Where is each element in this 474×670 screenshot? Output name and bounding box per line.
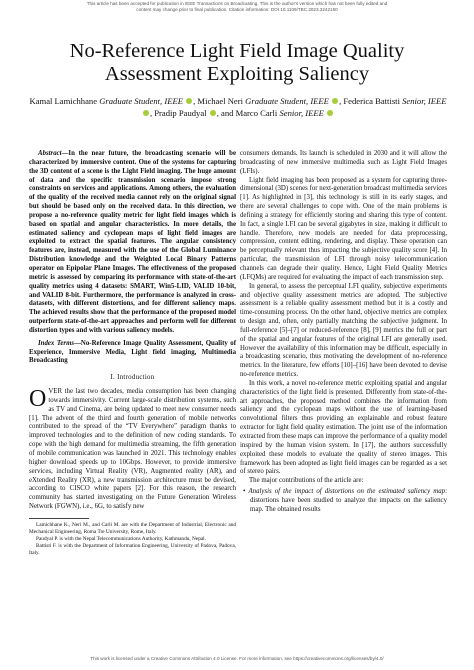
index-terms-label: Index Terms — [38, 339, 75, 347]
title-line-2: Assessment Exploiting Saliency — [104, 63, 370, 85]
footnote-affiliation-2: Paudyal P. is with the Nepal Telecommunications Authority, Kathmandu, Nepal. — [36, 535, 206, 542]
body-paragraph: The major contributions of the article are: — [249, 477, 364, 485]
orcid-icon[interactable] — [332, 98, 338, 104]
orcid-icon[interactable] — [143, 110, 149, 116]
author-role: Graduate Student, IEEE — [245, 96, 329, 106]
footnote-affiliation-3: Battisti F. is with the Department of Information Engineering, University of Padova, Padova, Italy. — [29, 542, 236, 556]
orcid-icon[interactable] — [327, 110, 333, 116]
author-name: Federica Battisti — [343, 96, 400, 106]
abstract-text: —In the near future, the broadcasting scenario will be characterized by immersive content. One of the systems for capturing the 3D content of a scene is the Light Field imaging. The huge amount of data and the specific transmission scenario impose strong constraints on services and applications. Among others, the evaluation of the quality of the received media cannot rely on the original signal but should be based only on the received data. In this direction, we propose a no-reference quality metric for light field images which is based on spatial and angular characteristics. In more details, the estimated saliency and cyclopean maps of light field images are exploited to extract the spatial features. The angular consistency features are, instead, measured with the use of the Global Luminance Distribution knowledge and the Weighted Local Binary Patterns operator on Epipolar Plane Images. The effectiveness of the proposed metric is assessed by comparing its performance with state-of-the-art quality metrics using 4 datasets: SMART, Win5-LID, VALID 10-bit, and VALID 8-bit. Furthermore, the performance is analyzed in cross-datasets, with different distortions, and for different saliency maps. The achieved results show that the performance of the proposed model outperform state-of-the-art approaches and perform well for different distortion types and with various saliency models. — [29, 150, 236, 334]
author-role: Senior, IEEE — [279, 108, 324, 118]
bullet-label: Analysis of the impact of distortions on the estimated saliency map — [248, 488, 446, 496]
paper-title — [30, 40, 444, 86]
author-role: Graduate Student, IEEE — [99, 96, 183, 106]
abstract-label: Abstract — [38, 150, 62, 157]
abstract — [29, 150, 236, 336]
banner-line-2: content may change prior to final publication. Citation information: DOI 10.1109/TBC.2023.3242150 — [136, 7, 338, 12]
index-terms — [29, 340, 236, 367]
intro-paragraph — [29, 388, 236, 512]
bullet-text: : distortions have been studied to analyze the impacts on the saliency map. The obtained results — [250, 488, 447, 513]
index-terms-text: —No-Reference Image Quality Assessment, Quality of Experience, Immersive Media, Light field imaging, Multimedia Broadcasting — [29, 339, 236, 365]
author-name: Marco Carli — [235, 108, 278, 118]
section-heading-introduction: I. Introduction — [110, 374, 155, 382]
left-column — [29, 150, 236, 557]
body-paragraph: Light field imaging has been proposed as a system for capturing three-dimensional (3D) scenes for next-generation broadcast multimedia services [1]. As highlighted in [3], this technology is still in its early stages, and there are several challenges to cope with. One of the main problems is defining a strategy for efficiently storing and sharing this type of content. In fact, a single LFI can be several gigabytes in size, making it difficult to handle. Therefore, new models are needed for data preprocessing, compression, content editing, rendering, and display. These operation can be perceptually relevant thus impacting the subjective quality score [4]. In particular, the transmission of LFI through noisy telecommunication channels can degrade their quality. Hence, Light Field Quality Metrics (LFQMs) are required for evaluating the impact of each transmission step. — [240, 176, 447, 281]
drop-cap: O — [29, 386, 47, 413]
title-line-1: No-Reference Light Field Image Quality — [69, 40, 405, 62]
body-paragraph: In general, to assess the perceptual LFI quality, subjective experiments and objective quality assessment metrics are adopted. The subjective assessment is a reliable quality assessment method but it is a costly and time-consuming process. On the other hand, objective metrics are complex to design and, often, only partially matching the subjective judgment. In full-reference [5]–[7] or reduced-reference [8], [9] metrics the full or part of the spatial and angular features of the original LFI are generally used. However the availability of this information may be difficult, especially in a broadcasting scenario, thus motivating the development of no-reference metrics. In the literature, few efforts [10]–[16] have been devoted to devise no-reference metrics. — [240, 282, 447, 379]
author-name: Pradip Paudyal — [154, 108, 207, 118]
footnote-affiliation-1: Lamichhane K., Neri M., and Carli M. are with the Department of Industrial, Electronic and Mechanical Engineering, Roma Tre University, Rome, Italy. — [29, 521, 236, 535]
author-list: Kamal Lamichhane Graduate Student, IEEE , Michael Neri Graduate Student, IEEE , Federica Battisti Senior, IEEE , Pradip Paudyal , and Marco Carli Senior, IEEE — [29, 96, 447, 118]
contribution-bullet: • Analysis of the impact of distortions on the estimated saliency map: distortions have been studied to analyze the impacts on the saliency map. The obtained results — [243, 488, 447, 513]
orcid-icon[interactable] — [210, 110, 216, 116]
footnote-divider — [29, 518, 89, 519]
author-name: Michael Neri — [197, 96, 243, 106]
publication-banner — [60, 1, 414, 13]
author-name: Kamal Lamichhane — [29, 96, 98, 106]
intro-text: VER the last two decades, media consumption has been changing towards immersivity. Current large-scale distribution systems, such as TV and Cinema, are being updated to meet new consumer needs [1]. The advent of the third and fourth generation of mobile networks contributed to the spread of the “TV Everywhere” paradigm thanks to improved technologies and to the definition of new coding standards. To cope with the high demand for multimedia streaming, the fifth generation of mobile communication was launched in 2021. This technology enables higher download speeds up to 10Gbps. However, to provide immersive services, including Virtual Reality (VR), Augmented reality (AR), and eXtended Reality (XR), a new transmission architecture must be devised, according to CISCO white papers [2]. For this reason, the research community has started investigating on the Future Generation Wireless Network (FGWN), i.e., 6G, to satisfy new — [29, 388, 236, 511]
body-paragraph: In this work, a novel no-reference metric exploiting spatial and angular characteristics of the light field is presented. Differently from state-of-the-art approaches, the proposed method combines the information from saliency and the cyclopean maps without the use of learning-based convolutional filters thus providing an explainable and robust feature extractor for light field quality estimation. The joint use of the information extracted from these maps can improve the performance of a quality model inspired by the human vision system. In [17], the authors successfully exploited these models to evaluate the quality of stereo images. This framework has been adopted as light field images can be regarded as a set of stereo pairs. — [240, 379, 447, 476]
author-role: Senior, IEEE — [402, 96, 447, 106]
orcid-icon[interactable] — [186, 98, 192, 104]
banner-line-1: This article has been accepted for publication in IEEE Transactions on Broadcasting. This is the author's version which has not been fully edited and — [86, 1, 388, 6]
license-footer: This work is licensed under a Creative Commons Attribution 4.0 License. For more information, see https://creativecommons.org/licenses/by/4.0/ — [90, 656, 384, 661]
right-column — [240, 150, 447, 515]
body-paragraph: consumers demands. Its launch is scheduled in 2030 and it will allow the broadcasting of new immersive multimedia such as Light Field Images (LFIs). — [240, 150, 447, 175]
